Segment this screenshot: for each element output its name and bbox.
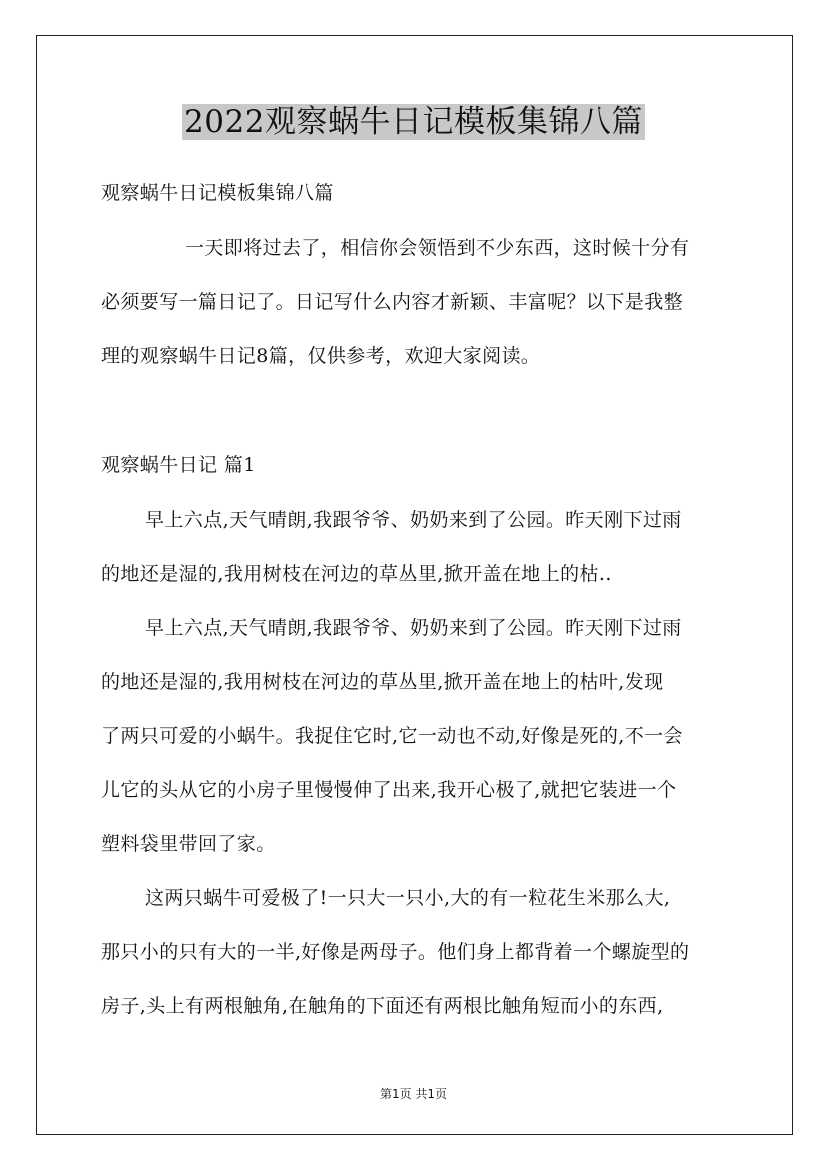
- paragraph-line: 早上六点,天气晴朗,我跟爷爷、奶奶来到了公园。昨天刚下过雨: [145, 617, 682, 639]
- subtitle: 观察蜗牛日记模板集锦八篇: [101, 182, 334, 204]
- page-footer: 第1页 共1页: [379, 1087, 448, 1101]
- paragraph-line: 儿它的头从它的小房子里慢慢伸了出来,我开心极了,就把它装进一个: [101, 779, 677, 801]
- intro-line: 必须要写一篇日记了。日记写什么内容才新颖、丰富呢？以下是我整: [101, 291, 684, 313]
- intro-line: 一天即将过去了，相信你会领悟到不少东西，这时候十分有: [185, 237, 690, 259]
- excerpt-line: 早上六点,天气晴朗,我跟爷爷、奶奶来到了公园。昨天刚下过雨: [145, 509, 682, 531]
- paragraph-line: 那只小的只有大的一半,好像是两母子。他们身上都背着一个螺旋型的: [101, 941, 690, 963]
- paragraph-line: 这两只蜗牛可爱极了!一只大一只小,大的有一粒花生米那么大,: [145, 887, 671, 909]
- document-title: 2022观察蜗牛日记模板集锦八篇: [184, 104, 643, 140]
- paragraph-line: 塑料袋里带回了家。: [101, 833, 276, 855]
- paragraph-line: 房子,头上有两根触角,在触角的下面还有两根比触角短而小的东西,: [101, 995, 664, 1017]
- document-title-wrap: [0, 100, 827, 144]
- paragraph-line: 了两只可爱的小蜗牛。我捉住它时,它一动也不动,好像是死的,不一会: [101, 725, 683, 747]
- excerpt-line: 的地还是湿的,我用树枝在河边的草丛里,掀开盖在地上的枯..: [101, 563, 612, 585]
- paragraph-line: 的地还是湿的,我用树枝在河边的草丛里,掀开盖在地上的枯叶,发现: [101, 671, 664, 693]
- section-heading: 观察蜗牛日记 篇1: [101, 454, 256, 476]
- intro-line: 理的观察蜗牛日记8篇，仅供参考，欢迎大家阅读。: [101, 345, 541, 367]
